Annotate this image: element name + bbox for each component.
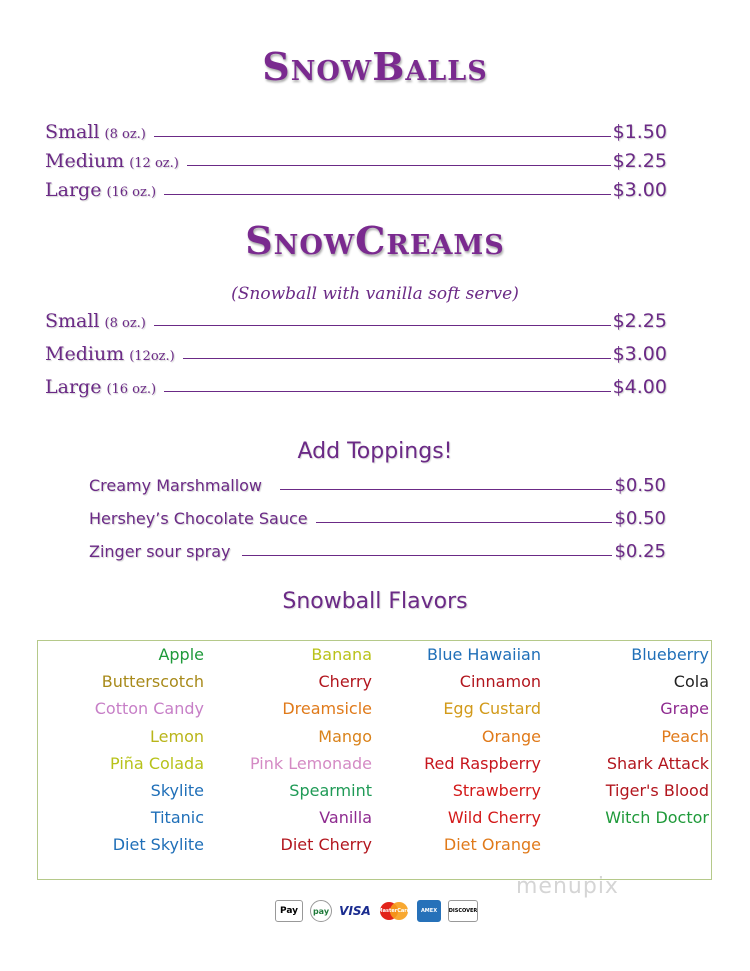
snowball-large-row bbox=[45, 179, 667, 201]
flavor-item: Mango bbox=[318, 726, 372, 746]
flavor-column-3 bbox=[424, 641, 541, 859]
flavor-column-2 bbox=[250, 641, 372, 859]
snowcream-large-row bbox=[45, 376, 667, 398]
leader-line bbox=[316, 521, 613, 523]
flavor-item: Strawberry bbox=[452, 780, 541, 800]
watermark-text: menupix bbox=[516, 874, 619, 899]
discover-icon: DISCOVER bbox=[448, 900, 478, 922]
mastercard-icon: MasterCard bbox=[378, 901, 410, 921]
flavor-item: Peach bbox=[661, 726, 709, 746]
flavors-title: Snowball Flavors bbox=[282, 589, 468, 614]
item-price: $3.00 bbox=[612, 343, 667, 365]
topping-row bbox=[89, 541, 666, 562]
apple-pay-icon: Pay bbox=[275, 900, 303, 922]
item-name: Large bbox=[45, 179, 102, 201]
flavor-item: Lemon bbox=[150, 726, 204, 746]
item-size: (12oz.) bbox=[129, 349, 175, 364]
topping-row bbox=[89, 508, 666, 529]
item-name: Medium bbox=[45, 343, 125, 365]
item-size: (16 oz.) bbox=[106, 382, 157, 397]
flavor-item: Grape bbox=[660, 699, 709, 719]
flavor-column-1 bbox=[95, 641, 204, 859]
snowcream-medium-row bbox=[45, 343, 667, 365]
leader-line bbox=[242, 554, 612, 556]
item-size: (16 oz.) bbox=[106, 185, 157, 200]
flavor-item: Dreamsicle bbox=[282, 699, 372, 719]
flavor-item: Diet Skylite bbox=[112, 835, 204, 855]
flavor-item: Titanic bbox=[150, 808, 204, 828]
flavors-box bbox=[37, 640, 712, 880]
leader-line bbox=[154, 324, 611, 326]
snowball-medium-row bbox=[45, 150, 667, 172]
google-pay-icon: pay bbox=[310, 900, 332, 922]
visa-icon: VISA bbox=[339, 901, 371, 921]
leader-line bbox=[164, 390, 611, 392]
flavor-item: Witch Doctor bbox=[605, 808, 709, 828]
flavor-item: Red Raspberry bbox=[424, 753, 541, 773]
topping-name: Creamy Marshmallow bbox=[89, 476, 263, 495]
flavor-item: Vanilla bbox=[319, 808, 372, 828]
item-name: Large bbox=[45, 376, 102, 398]
flavor-item: Cinnamon bbox=[459, 672, 541, 692]
snowcream-small-row bbox=[45, 310, 667, 332]
flavor-item: Pink Lemonade bbox=[249, 753, 372, 773]
topping-price: $0.50 bbox=[614, 475, 666, 496]
leader-line bbox=[164, 193, 611, 195]
flavor-item: Butterscotch bbox=[101, 672, 204, 692]
amex-icon: AMEX bbox=[417, 900, 441, 922]
leader-line bbox=[154, 135, 611, 137]
topping-name: Hershey’s Chocolate Sauce bbox=[89, 509, 308, 528]
flavor-item: Blueberry bbox=[631, 645, 709, 664]
flavor-item: Diet Orange bbox=[443, 835, 541, 855]
item-size: (12 oz.) bbox=[129, 156, 179, 171]
snowcreams-title: SnowCreams bbox=[245, 218, 505, 263]
flavor-item: Piña Colada bbox=[110, 753, 204, 773]
flavor-item: Apple bbox=[158, 645, 204, 664]
flavor-item: Spearmint bbox=[289, 780, 372, 800]
snowcreams-subtitle: (Snowball with vanilla soft serve) bbox=[231, 284, 519, 304]
item-name: Small bbox=[45, 121, 100, 143]
item-size: (8 oz.) bbox=[104, 316, 146, 331]
topping-price: $0.25 bbox=[614, 541, 666, 562]
payment-methods bbox=[275, 900, 478, 922]
flavor-item: Banana bbox=[311, 645, 372, 664]
item-price: $2.25 bbox=[612, 310, 667, 332]
flavor-item: Shark Attack bbox=[606, 753, 709, 773]
flavor-item: Blue Hawaiian bbox=[426, 645, 541, 664]
flavor-item: Cola bbox=[673, 672, 709, 692]
item-name: Medium bbox=[45, 150, 125, 172]
item-price: $1.50 bbox=[612, 121, 667, 143]
item-price: $4.00 bbox=[612, 376, 667, 398]
leader-line bbox=[187, 164, 611, 166]
flavor-item: Egg Custard bbox=[443, 699, 541, 719]
leader-line bbox=[280, 488, 612, 490]
flavor-item: Cherry bbox=[318, 672, 372, 692]
item-size: (8 oz.) bbox=[104, 127, 146, 142]
toppings-title: Add Toppings! bbox=[297, 439, 453, 464]
topping-price: $0.50 bbox=[614, 508, 666, 529]
flavor-item: Cotton Candy bbox=[94, 699, 204, 719]
snowballs-title: SnowBalls bbox=[262, 44, 488, 89]
topping-row bbox=[89, 475, 666, 496]
item-price: $3.00 bbox=[612, 179, 667, 201]
leader-line bbox=[183, 357, 611, 359]
item-price: $2.25 bbox=[612, 150, 667, 172]
item-name: Small bbox=[45, 310, 100, 332]
flavor-item: Orange bbox=[481, 726, 541, 746]
flavor-column-4 bbox=[605, 641, 709, 831]
flavor-item: Wild Cherry bbox=[447, 808, 541, 828]
topping-name: Zinger sour spray bbox=[89, 542, 231, 561]
flavor-item: Tiger's Blood bbox=[605, 780, 709, 800]
snowball-small-row bbox=[45, 121, 667, 143]
flavor-item: Diet Cherry bbox=[280, 835, 372, 855]
flavor-item: Skylite bbox=[150, 780, 204, 800]
